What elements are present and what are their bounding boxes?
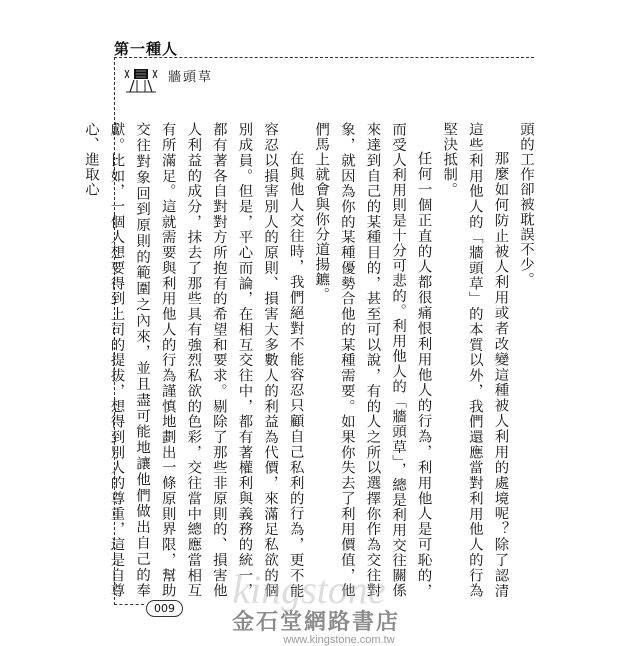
- footer-rule: [114, 604, 144, 605]
- header-ornament-icon: [122, 66, 160, 94]
- page-number: 009: [146, 600, 183, 617]
- chapter-title: 第一種人: [114, 40, 179, 58]
- paragraph: 那麼如何防止被人利用或者改變這種被人利用的處境呢？除了認清這些利用他人的「牆頭草」的本質以外，我們還應當對利用他人的行為堅決抵制。: [441, 122, 509, 598]
- paragraph: 在與他人交往時，我們絕對不能容忍只顧自己私利的行為，更不能容忍以損害別人的原則、損害大多數人的利益為代價，來滿足私欲的個別成員。但是，平心而論，在相互交往中，都有著權利與義務的統一，都有著各自對對方所抱有的希望和要求。剔除了那些非原則的、損害他人利益的成分，抹去了那些具有強烈私欲的色彩，交往當中總應當相互有所滿足。這就需要與利用他人的行為謹慎地劃出一條原則界限，幫助交往對象回到原則的範圍之內來，並且盡可能地讓他們做出自己的奉獻。比如，一個人想要得到上司的提拔，想得到別人的尊重，這是自尊心、進取心: [82, 122, 304, 598]
- running-head: 牆頭草: [168, 70, 214, 85]
- watermark-logo-text: kingstone: [232, 567, 386, 612]
- watermark-store-name: 金石堂網路書店: [232, 609, 401, 635]
- body-text: [82, 122, 538, 598]
- paragraph: 頭的工作卻被耽誤不少。: [518, 122, 534, 287]
- store-watermark: [218, 567, 401, 646]
- watermark-url: www.kingstone.com.tw: [283, 634, 395, 646]
- header-rule: [114, 57, 534, 58]
- paragraph: 任何一個正直的人都很痛恨利用他人的行為，利用他人是可恥的，而受人利用則是十分可悲的。利用他人的「牆頭草」，總是利用交往關係來達到自己的某種目的，甚至可以說，有的人之所以選擇你作為交往對象，就因為你的某種優勢合他的某種需要。如果你失去了利用價值，他們馬上就會與你分道揚鑣。: [313, 122, 432, 598]
